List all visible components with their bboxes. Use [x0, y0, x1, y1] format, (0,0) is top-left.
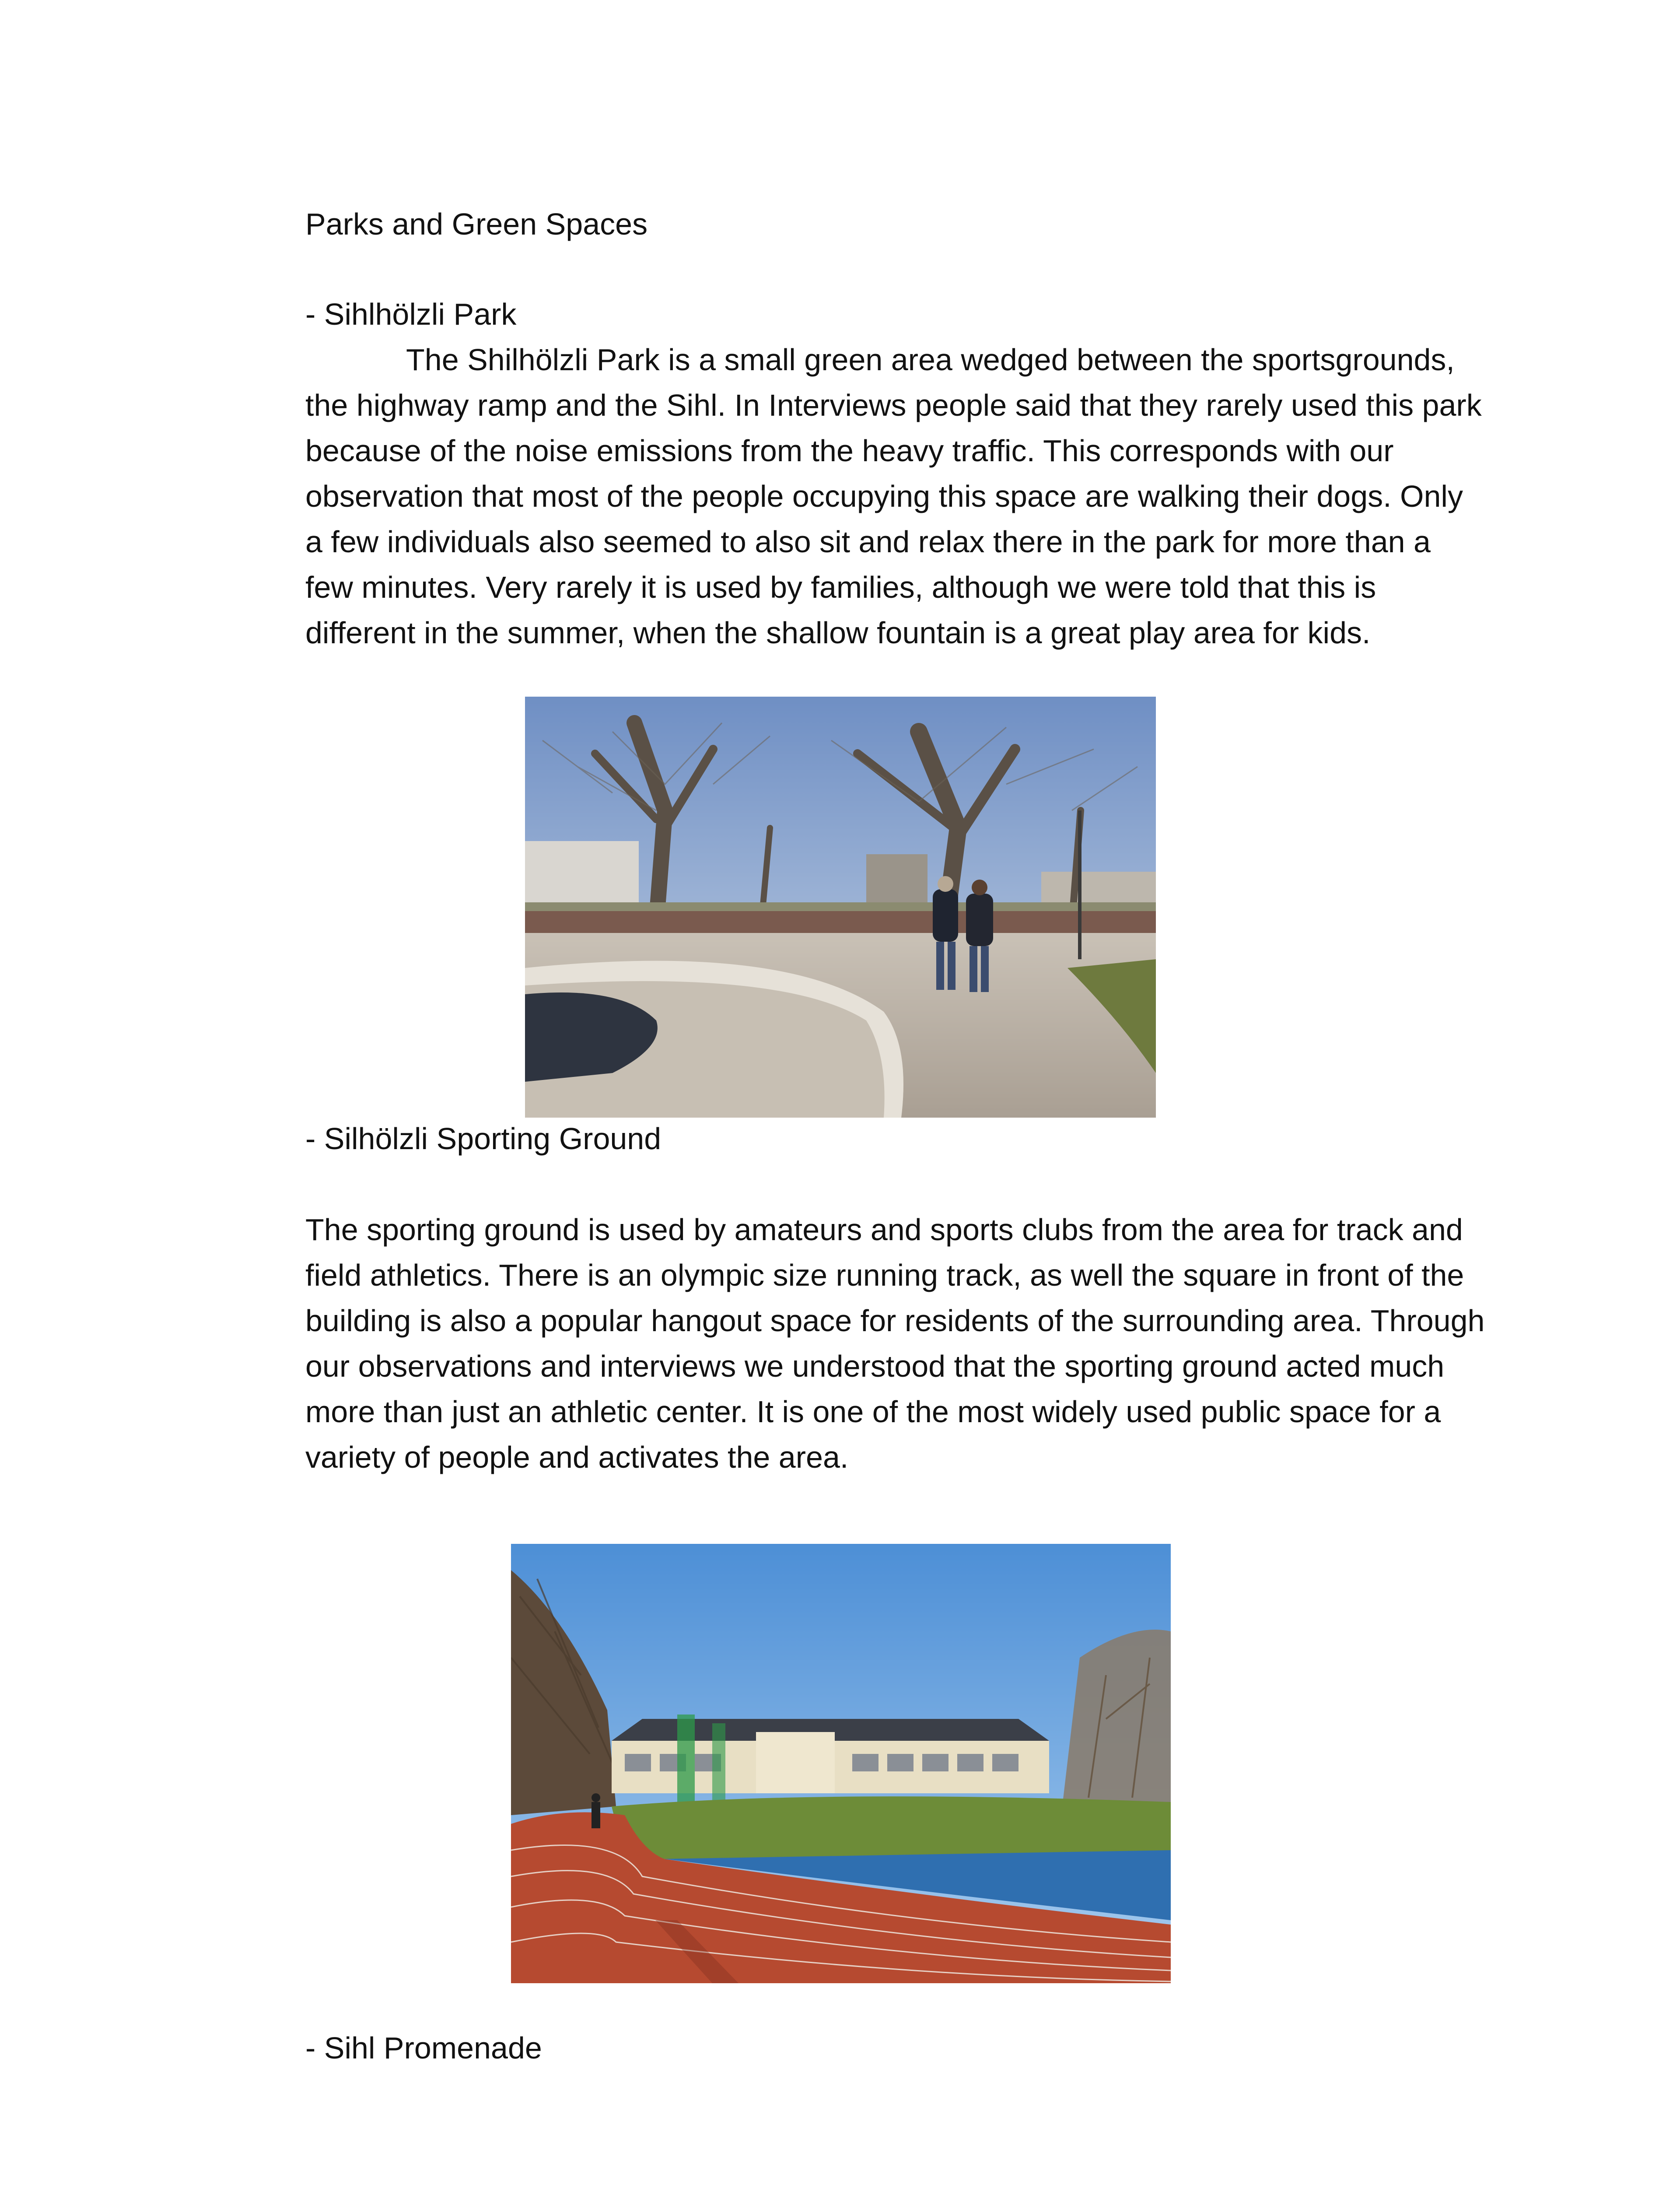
heading-sporting-ground: - Silhölzli Sporting Ground — [305, 1122, 662, 1156]
paragraph-sihlhoelzli-park: The Shilhölzli Park is a small green area wedged between the sportsgrounds, the highway ramp and the Sihl. In Interviews people said that they rarely used this park because of the noise emissions from the heavy traffic. This corresponds with our observation that most of the people occupying this space are walking their dogs. Only a few individuals also seemed to also sit and relax there in the park for more than a few minutes. Very rarely it is used by families, although we were told that this is different in the summer, when the shallow fountain is a great play area for kids. — [305, 343, 1482, 650]
sporting-ground-photo — [511, 1544, 1171, 1983]
paragraph-sporting-ground: The sporting ground is used by amateurs and sports clubs from the area for track and field athletics. There is an olympic size running track, as well the square in front of the building is also a popular hangout space for residents of the surrounding area. Through our observations and interviews we understood that the sporting ground acted much more than just an athletic center. It is one of the most widely used public space for a variety of people and activates the area. — [305, 1213, 1485, 1474]
heading-sihlhoelzli-park: - Sihlhölzli Park — [305, 297, 517, 331]
park-photo — [525, 697, 1156, 1118]
section-title: Parks and Green Spaces — [305, 207, 648, 241]
heading-sihl-promenade: - Sihl Promenade — [305, 2031, 542, 2065]
